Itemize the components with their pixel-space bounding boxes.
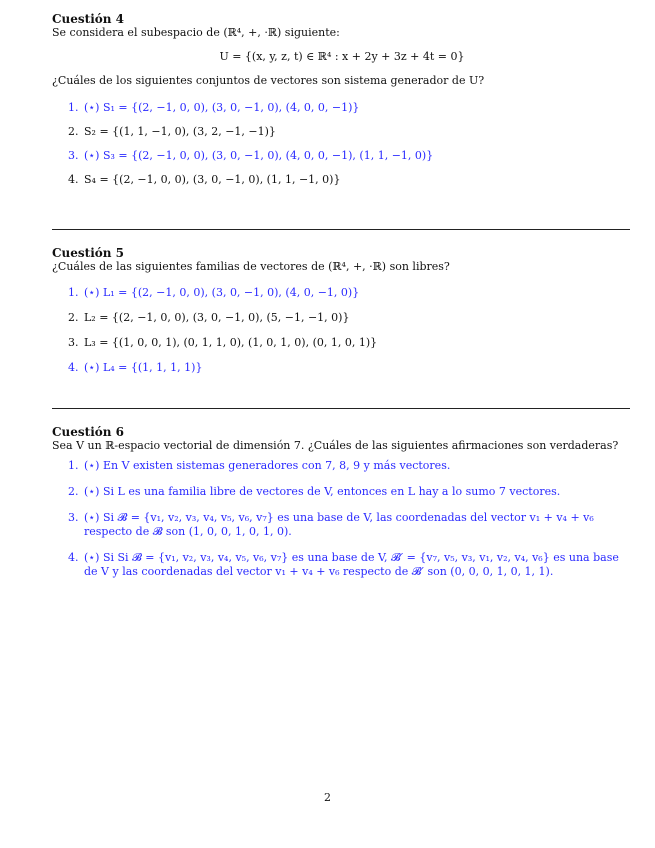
question-6-text: Sea V un ℝ-espacio vectorial de dimensión 7. ¿Cuáles de las siguientes afirmaciones son verdaderas? bbox=[52, 439, 619, 452]
question-5-title: Cuestión 5 bbox=[52, 246, 125, 260]
option-number: 4. bbox=[68, 361, 79, 374]
option-5-3 bbox=[52, 330, 632, 355]
option-text: L₂ = {(2, −1, 0, 0), (3, 0, −1, 0), (5, −1, −1, 0)} bbox=[84, 311, 350, 324]
option-number: 2. bbox=[68, 125, 79, 138]
option-6-3 bbox=[52, 511, 632, 539]
option-number: 1. bbox=[68, 459, 79, 472]
option-6-1 bbox=[52, 459, 632, 473]
option-text: (⋆) Si 𝓑 = {v₁, v₂, v₃, v₄, v₅, v₆, v₇} es una base de V, las coordenadas del vector v₁ + v₄ + v₆ respecto de 𝓑 son (1, 0, 0, 1, 0, 1, 0). bbox=[84, 511, 594, 538]
option-5-4 bbox=[52, 355, 632, 380]
option-number: 2. bbox=[68, 311, 79, 324]
option-number: 4. bbox=[68, 173, 79, 186]
option-text: (⋆) S₁ = {(2, −1, 0, 0), (3, 0, −1, 0), (4, 0, 0, −1)} bbox=[84, 101, 360, 114]
option-number: 2. bbox=[68, 485, 79, 498]
option-text: (⋆) L₄ = {(1, 1, 1, 1)} bbox=[84, 361, 203, 374]
option-4-4 bbox=[52, 168, 632, 192]
option-4-3 bbox=[52, 144, 632, 168]
option-6-2 bbox=[52, 485, 632, 499]
section-divider bbox=[52, 229, 630, 230]
question-4-title: Cuestión 4 bbox=[52, 12, 125, 26]
page-number: 2 bbox=[324, 791, 331, 804]
question-5 bbox=[52, 246, 632, 380]
option-number: 3. bbox=[68, 336, 79, 349]
option-number: 3. bbox=[68, 149, 79, 162]
subspace-formula: U = {(x, y, z, t) ∈ ℝ⁴ : x + 2y + 3z + 4t = 0} bbox=[219, 50, 465, 63]
option-text: (⋆) Si Si 𝓑 = {v₁, v₂, v₃, v₄, v₅, v₆, v₇} es una base de V, 𝓑′ = {v₇, v₅, v₃, v₁, v₂, v₄, v₆} es una base de V y las coordenadas del vector v₁ + v₄ + v₆ respecto de 𝓑′ son (0, 0, 0, 1, 0, 1, 1). bbox=[84, 551, 619, 578]
option-number: 4. bbox=[68, 551, 79, 564]
option-4-2 bbox=[52, 120, 632, 144]
question-5-options bbox=[52, 280, 632, 380]
option-4-1 bbox=[52, 96, 632, 120]
option-text: S₄ = {(2, −1, 0, 0), (3, 0, −1, 0), (1, 1, −1, 0)} bbox=[84, 173, 341, 186]
option-text: (⋆) S₃ = {(2, −1, 0, 0), (3, 0, −1, 0), (4, 0, 0, −1), (1, 1, −1, 0)} bbox=[84, 149, 434, 162]
option-text: (⋆) L₁ = {(2, −1, 0, 0), (3, 0, −1, 0), (4, 0, −1, 0)} bbox=[84, 286, 360, 299]
question-4-text: ¿Cuáles de los siguientes conjuntos de vectores son sistema generador de U? bbox=[52, 74, 485, 87]
question-5-text: ¿Cuáles de las siguientes familias de vectores de (ℝ⁴, +, ·ℝ) son libres? bbox=[52, 260, 450, 273]
option-6-4 bbox=[52, 551, 632, 579]
option-text: (⋆) Si L es una familia libre de vectores de V, entonces en L hay a lo sumo 7 vectores. bbox=[84, 485, 561, 498]
option-text: S₂ = {(1, 1, −1, 0), (3, 2, −1, −1)} bbox=[84, 125, 276, 138]
section-divider bbox=[52, 408, 630, 409]
question-4-options bbox=[52, 96, 632, 192]
option-text: (⋆) En V existen sistemas generadores con 7, 8, 9 y más vectores. bbox=[84, 459, 451, 472]
question-6-options bbox=[52, 459, 632, 579]
question-6-title: Cuestión 6 bbox=[52, 425, 125, 439]
option-5-2 bbox=[52, 305, 632, 330]
option-number: 1. bbox=[68, 286, 79, 299]
option-number: 3. bbox=[68, 511, 79, 524]
question-6 bbox=[52, 425, 632, 579]
question-4 bbox=[52, 12, 632, 192]
question-4-statement: Se considera el subespacio de (ℝ⁴, +, ·ℝ) siguiente: bbox=[52, 26, 340, 39]
option-number: 1. bbox=[68, 101, 79, 114]
option-5-1 bbox=[52, 280, 632, 305]
option-text: L₃ = {(1, 0, 0, 1), (0, 1, 1, 0), (1, 0, 1, 0), (0, 1, 0, 1)} bbox=[84, 336, 378, 349]
